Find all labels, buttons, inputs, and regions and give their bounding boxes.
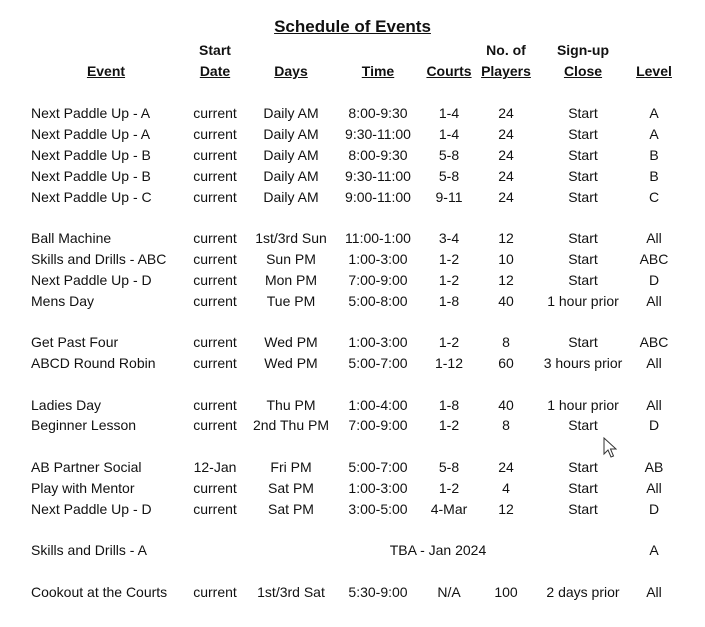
cell-courts: 1-4: [438, 105, 460, 121]
cell-signup: Start: [568, 334, 598, 350]
cell-start: current: [193, 293, 237, 309]
header-start-date-line1: Start: [199, 42, 231, 58]
cell-event: Ladies Day: [31, 397, 102, 413]
cell-courts: 5-8: [438, 168, 460, 184]
cell-signup: Start: [568, 480, 598, 496]
cell-days: Fri PM: [270, 459, 312, 475]
cell-event: Next Paddle Up - B: [31, 168, 151, 184]
cell-courts: 5-8: [438, 147, 460, 163]
cell-event: AB Partner Social: [31, 459, 142, 475]
cell-courts: 1-2: [438, 251, 460, 267]
cell-players: 24: [498, 189, 514, 205]
cell-start: current: [193, 480, 237, 496]
cell-days: Sat PM: [268, 480, 314, 496]
header-players: [474, 40, 538, 82]
header-players-line2: Players: [481, 63, 531, 79]
cell-days: Sat PM: [268, 501, 314, 517]
cell-level: A: [649, 105, 659, 121]
cell-time: 7:00-9:00: [348, 272, 408, 288]
cell-time: 5:00-7:00: [348, 459, 408, 475]
header-signup-line2: Close: [563, 63, 603, 79]
cell-start: current: [193, 147, 237, 163]
cell-days: Mon PM: [264, 272, 318, 288]
cell-signup: Start: [568, 459, 598, 475]
cell-courts: 9-11: [435, 189, 463, 205]
cell-days: Wed PM: [264, 355, 318, 371]
cell-time: 9:30-11:00: [345, 168, 411, 184]
cell-start: current: [193, 230, 237, 246]
cell-courts: 1-2: [438, 417, 460, 433]
cell-players: 24: [498, 126, 514, 142]
cell-courts: 5-8: [438, 459, 460, 475]
cell-signup: Start: [568, 417, 598, 433]
cell-time: 11:00-1:00: [345, 230, 411, 246]
cell-event: Next Paddle Up - D: [31, 501, 152, 517]
cell-time: 5:30-9:00: [348, 584, 408, 600]
header-days: [261, 40, 321, 82]
cell-time: 1:00-4:00: [348, 397, 408, 413]
cell-event: Skills and Drills - A: [31, 542, 147, 558]
cell-level: All: [646, 480, 662, 496]
cell-players: 12: [498, 501, 514, 517]
cell-level: D: [648, 501, 660, 517]
cell-players: 60: [498, 355, 514, 371]
cell-time: 8:00-9:30: [348, 105, 408, 121]
cell-players: 10: [498, 251, 514, 267]
cell-event: Skills and Drills - ABC: [31, 251, 167, 267]
page-title: Schedule of Events: [274, 17, 431, 36]
cell-level: B: [649, 147, 659, 163]
cell-signup: Start: [568, 168, 598, 184]
cell-courts: 1-2: [438, 334, 460, 350]
cell-time: 1:00-3:00: [348, 334, 408, 350]
cell-time: 8:00-9:30: [348, 147, 408, 163]
cell-start: current: [193, 251, 237, 267]
cell-courts: 1-8: [438, 397, 460, 413]
cell-start: current: [193, 355, 237, 371]
cell-event: Cookout at the Courts: [31, 584, 168, 600]
cell-days: Daily AM: [263, 147, 319, 163]
cell-event: Play with Mentor: [31, 480, 135, 496]
cell-level: All: [646, 397, 662, 413]
cell-signup: 2 days prior: [546, 584, 620, 600]
header-signup: [543, 40, 623, 82]
cell-courts: 1-2: [438, 272, 460, 288]
cell-start: current: [193, 584, 237, 600]
header-courts: [419, 40, 479, 82]
cell-level: A: [649, 126, 659, 142]
header-days-label: Days: [274, 63, 308, 79]
header-event-label: Event: [86, 63, 126, 79]
cell-level: B: [649, 168, 659, 184]
cell-days: Wed PM: [264, 334, 318, 350]
header-level: [629, 40, 679, 82]
cell-days: Thu PM: [266, 397, 316, 413]
cell-signup: Start: [568, 105, 598, 121]
cell-players: 12: [498, 272, 514, 288]
cell-players: 40: [498, 293, 514, 309]
cell-players: 24: [498, 459, 514, 475]
cell-courts: N/A: [437, 584, 461, 600]
cell-level: All: [646, 293, 662, 309]
cell-signup: Start: [568, 272, 598, 288]
cell-players: 4: [502, 480, 510, 496]
cell-signup: 1 hour prior: [547, 293, 619, 309]
cell-event: Next Paddle Up - D: [31, 272, 152, 288]
cell-start: current: [193, 334, 237, 350]
cell-level: All: [646, 355, 662, 371]
cell-start: 12-Jan: [193, 459, 237, 475]
cell-players: 100: [494, 584, 518, 600]
cell-level: D: [648, 272, 660, 288]
cell-courts: 1-2: [438, 480, 460, 496]
mouse-pointer-icon: [603, 437, 617, 459]
cell-event: Next Paddle Up - B: [31, 147, 151, 163]
header-time-label: Time: [361, 63, 395, 79]
cell-players: 24: [498, 168, 514, 184]
cell-days: Sun PM: [266, 251, 316, 267]
cell-level: D: [648, 417, 660, 433]
cell-start: current: [193, 126, 237, 142]
cell-start: current: [193, 168, 237, 184]
cell-level: All: [646, 230, 662, 246]
cell-courts: 1-4: [438, 126, 460, 142]
cell-signup: Start: [568, 189, 598, 205]
cell-time: 9:00-11:00: [345, 189, 411, 205]
cell-days: Daily AM: [263, 126, 319, 142]
header-courts-label: Courts: [426, 63, 472, 79]
header-event: [66, 40, 146, 82]
cell-time: 3:00-5:00: [348, 501, 408, 517]
cell-days: Daily AM: [263, 105, 319, 121]
cell-event: Ball Machine: [31, 230, 112, 246]
cell-signup: Start: [568, 230, 598, 246]
cell-time: 5:00-7:00: [348, 355, 408, 371]
header-level-label: Level: [636, 63, 672, 79]
cell-level: ABC: [639, 251, 669, 267]
cell-days: Tue PM: [266, 293, 316, 309]
cell-event: Beginner Lesson: [31, 417, 137, 433]
cell-courts: 1-8: [438, 293, 460, 309]
cell-players: 24: [498, 147, 514, 163]
cell-signup: 1 hour prior: [547, 397, 619, 413]
cell-event: Next Paddle Up - A: [31, 126, 151, 142]
cell-courts: 3-4: [438, 230, 460, 246]
cell-event: Next Paddle Up - C: [31, 189, 152, 205]
cell-time: 1:00-3:00: [348, 251, 408, 267]
cell-players: 8: [502, 334, 510, 350]
cell-level: C: [648, 189, 660, 205]
cell-courts: 1-12: [434, 355, 464, 371]
cell-days: 1st/3rd Sat: [257, 584, 325, 600]
header-start-date: [185, 40, 245, 82]
cell-start: current: [193, 501, 237, 517]
cell-time: 7:00-9:00: [348, 417, 408, 433]
cell-signup: Start: [568, 126, 598, 142]
cell-signup: Start: [568, 147, 598, 163]
cell-event: Next Paddle Up - A: [31, 105, 151, 121]
cell-start: current: [193, 272, 237, 288]
cell-signup: 3 hours prior: [543, 355, 623, 371]
header-start-date-line2: Date: [199, 63, 231, 79]
cell-start: current: [193, 417, 237, 433]
cell-players: 8: [502, 417, 510, 433]
cell-time: 5:00-8:00: [348, 293, 408, 309]
cell-start: current: [193, 105, 237, 121]
cell-event: Get Past Four: [31, 334, 119, 350]
cell-level: All: [646, 584, 662, 600]
cell-time: 1:00-3:00: [348, 480, 408, 496]
cell-players: 40: [498, 397, 514, 413]
cell-players: 12: [498, 230, 514, 246]
cell-tba: TBA - Jan 2024: [389, 542, 487, 558]
cell-signup: Start: [568, 501, 598, 517]
cell-start: current: [193, 397, 237, 413]
cell-signup: Start: [568, 251, 598, 267]
cell-days: Daily AM: [263, 168, 319, 184]
cell-level: ABC: [639, 334, 669, 350]
cell-days: 2nd Thu PM: [252, 417, 329, 433]
cell-start: current: [193, 189, 237, 205]
cell-event: Mens Day: [31, 293, 95, 309]
header-players-line1: No. of: [486, 42, 526, 58]
cell-level: A: [649, 542, 659, 558]
cell-courts: 4-Mar: [430, 501, 468, 517]
header-time: [348, 40, 408, 82]
cell-days: Daily AM: [263, 189, 319, 205]
cell-players: 24: [498, 105, 514, 121]
cell-time: 9:30-11:00: [345, 126, 411, 142]
header-signup-line1: Sign-up: [556, 42, 610, 58]
cell-days: 1st/3rd Sun: [255, 230, 327, 246]
cell-level: AB: [644, 459, 664, 475]
cell-event: ABCD Round Robin: [31, 355, 156, 371]
